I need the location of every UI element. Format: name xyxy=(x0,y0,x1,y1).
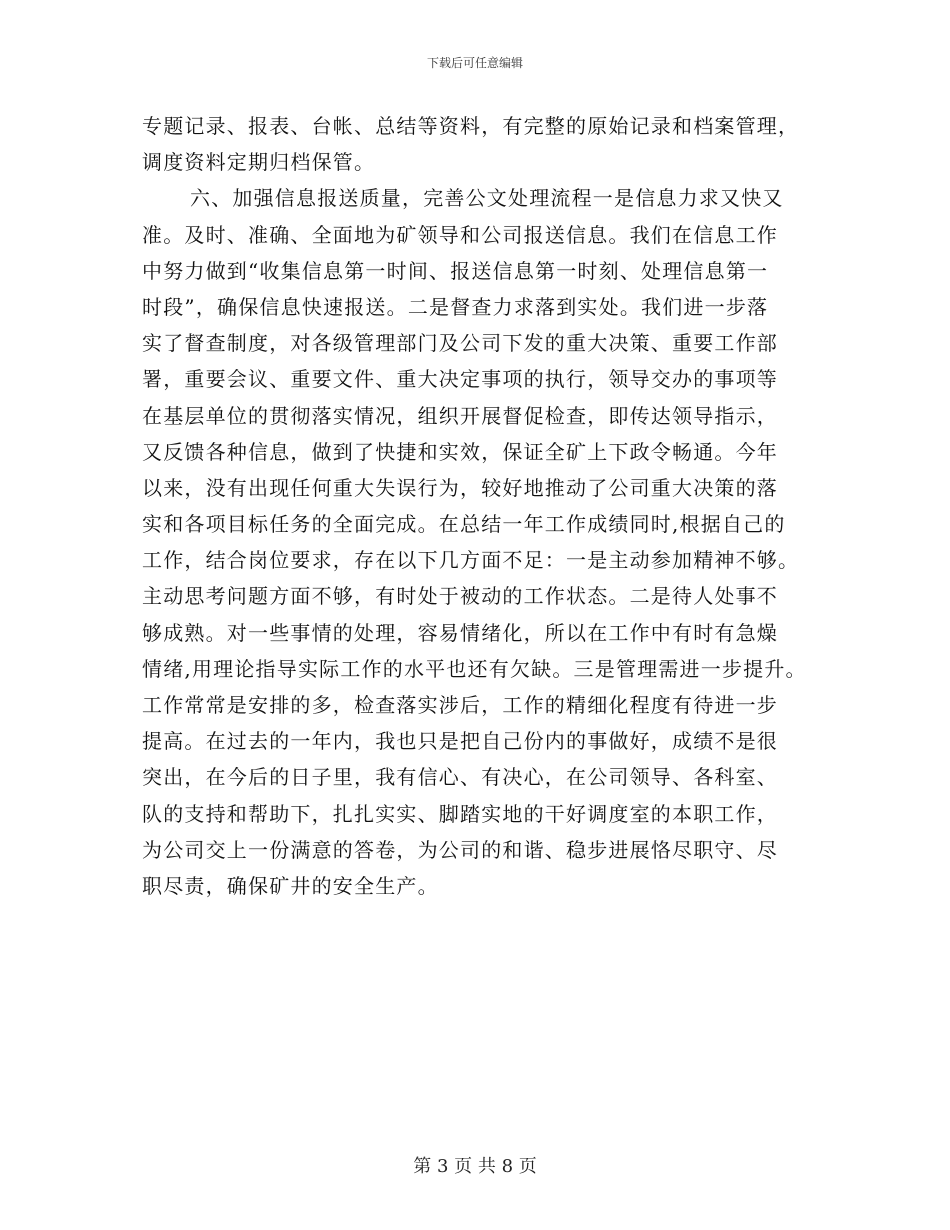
paragraph-start-line: 六、加强信息报送质量，完善公文处理流程一是信息力求又快又 xyxy=(190,186,784,211)
text-line: 准。及时、准确、全面地为矿领导和公司报送信息。我们在信息工作 xyxy=(142,222,778,247)
text-line: 提高。在过去的一年内，我也只是把自己份内的事做好，成绩不是很 xyxy=(142,729,778,754)
text-line: 时段”，确保信息快速报送。二是督查力求落到实处。我们进一步落 xyxy=(142,294,769,319)
page-header: 下载后可任意编辑 xyxy=(426,56,523,70)
page-footer: 第 3 页 共 8 页 xyxy=(413,1156,537,1177)
document-body xyxy=(142,108,820,904)
text-line: 以来，没有出现任何重大失误行为，较好地推动了公司重大决策的落 xyxy=(142,475,778,500)
text-line: 署，重要会议、重要文件、重大决定事项的执行，领导交办的事项等 xyxy=(142,367,778,392)
text-line: 突出，在今后的日子里，我有信心、有决心，在公司领导、各科室、 xyxy=(142,765,778,790)
text-line: 工作常常是安排的多，检查落实涉后，工作的精细化程度有待进一步 xyxy=(142,693,778,717)
text-line: 实了督查制度，对各级管理部门及公司下发的重大决策、重要工作部 xyxy=(142,331,778,356)
text-line: 专题记录、报表、台帐、总结等资料，有完整的原始记录和档案管理， xyxy=(142,114,800,138)
text-line: 够成熟。对一些事情的处理，容易情绪化，所以在工作中有时有急燥 xyxy=(142,620,778,645)
text-line: 工作，结合岗位要求，存在以下几方面不足：一是主动参加精神不够。 xyxy=(142,548,800,573)
text-line: 调度资料定期归档保管。 xyxy=(142,150,376,175)
text-line: 实和各项目标任务的全面完成。在总结一年工作成绩同时,根据自己的 xyxy=(142,512,786,537)
text-line: 中努力做到“收集信息第一时间、报送信息第一时刻、处理信息第一 xyxy=(142,258,769,283)
text-line: 情绪,用理论指导实际工作的水平也还有欠缺。三是管理需进一步提升。 xyxy=(142,656,807,681)
text-line: 为公司交上一份满意的答卷，为公司的和谐、稳步进展恪尽职守、尽 xyxy=(142,837,778,862)
text-line: 队的支持和帮助下，扎扎实实、脚踏实地的干好调度室的本职工作， xyxy=(142,801,778,826)
text-line: 职尽责，确保矿井的安全生产。 xyxy=(142,873,439,898)
text-line: 在基层单位的贯彻落实情况，组织开展督促检查，即传达领导指示， xyxy=(142,403,778,428)
text-line: 又反馈各种信息，做到了快捷和实效，保证全矿上下政令畅通。今年 xyxy=(142,439,778,464)
text-line: 主动思考问题方面不够，有时处于被动的工作状态。二是待人处事不 xyxy=(142,584,778,609)
